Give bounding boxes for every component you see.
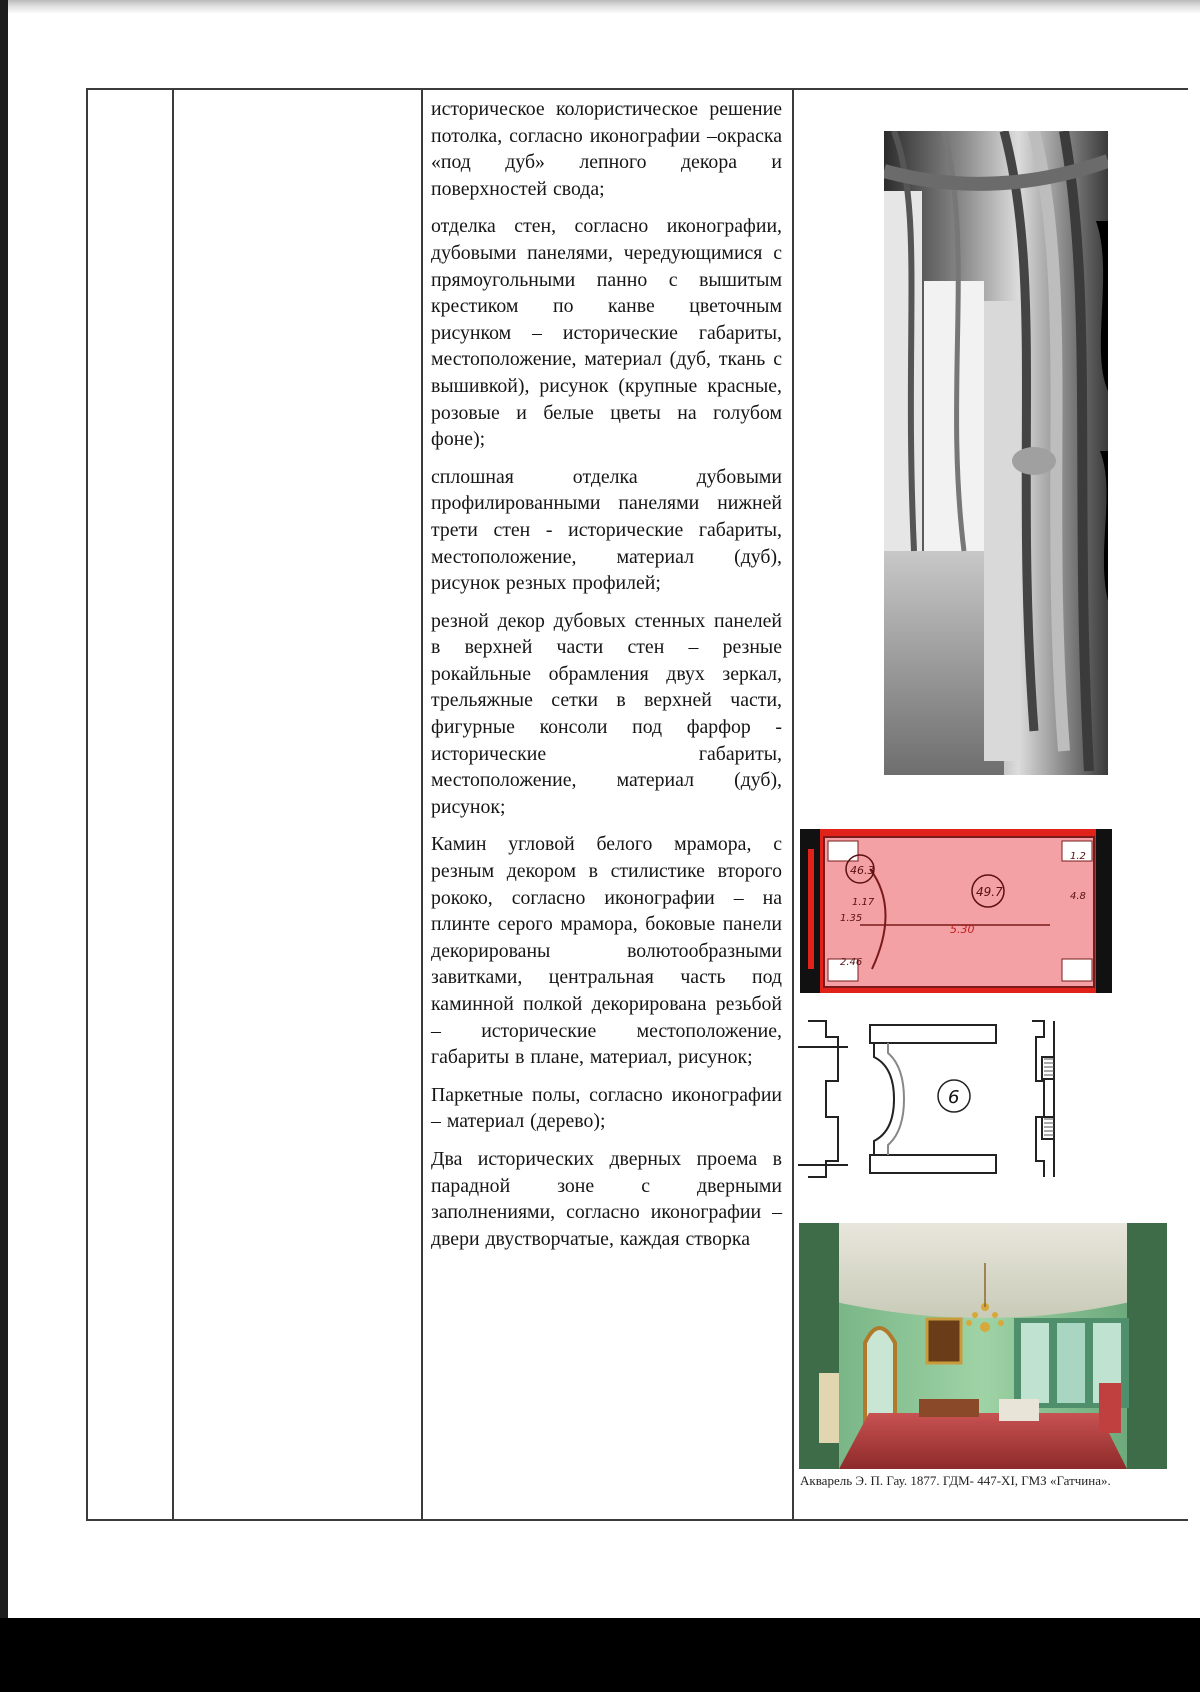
curtain-photo: [884, 131, 1108, 775]
description-cell: [431, 96, 782, 1263]
plan-dim-1: 1.17: [852, 897, 875, 908]
paragraph-doors: Два исторических дверных проема в парадной зоне с дверными заполнениями, согласно иконографии – двери двустворчатые, каждая створка: [431, 1147, 782, 1250]
table-top-border: [86, 88, 1188, 90]
paragraph-fireplace: Камин угловой белого мрамора, с резным декором в стилистике второго рококо, согласно иконографии – на плинте серого мрамора, боковые панели декорированы волютообразными завитками, центральная часть под каминной полкой декорирована резьбой – исторические местоположение, габариты в плане, материал, рисунок;: [431, 833, 782, 1069]
table-bottom-border: [86, 1519, 1188, 1521]
plan-room-number: 49.7: [976, 885, 1003, 899]
scan-left-edge: [0, 0, 8, 1692]
plan-dim-6: 1.2: [1070, 851, 1086, 862]
table-col-border-4: [792, 88, 794, 1520]
paragraph-walls: отделка стен, согласно иконографии, дубовыми панелями, чередующимися с прямоугольными панно с вышитым крестиком по канве цветочным рисунком – исторические габариты, местоположение, материал (дуб, ткань с вышивкой), рисунок (крупные красные, розовые и белые цветы на голубом фоне);: [431, 215, 782, 451]
plan-dim-2: 1.35: [840, 913, 863, 924]
watercolor-caption: Акварель Э. П. Гау. 1877. ГДМ- 447-XI, ГМЗ «Гатчина».: [800, 1473, 1111, 1488]
paragraph-parquet: Паркетные полы, согласно иконографии – материал (дерево);: [431, 1083, 782, 1133]
watercolor-interior: [799, 1223, 1167, 1469]
scan-top-shadow: [0, 0, 1200, 14]
table-col-border-3: [421, 88, 423, 1520]
plan-dim-3: 2.46: [840, 957, 863, 968]
plan-dim-5: 4.8: [1070, 891, 1086, 902]
paragraph-carved-decor: резной декор дубовых стенных панелей в верхней части стен – резные рокайльные обрамления двух зеркал, трельяжные сетки в верхней части, фигурные консоли под фарфор - исторические габариты, местоположение, материал (дуб), рисунок;: [431, 609, 782, 818]
line-plan-drawing: [798, 1017, 1074, 1179]
line-plan-room-number: 6: [948, 1087, 960, 1108]
paragraph-panels: сплошная отделка дубовыми профилированными панелями нижней трети стен - исторические габариты, местоположение, материал (дуб), рисунок резных профилей;: [431, 465, 782, 595]
red-plan-drawing: [800, 829, 1112, 993]
plan-left-mark: 46.3: [850, 864, 875, 877]
paragraph-ceiling: историческое колористическое решение потолка, согласно иконографии –окраска «под дуб» лепного декора и поверхностей свода;: [431, 98, 782, 200]
table-col-border-1: [86, 88, 88, 1520]
plan-dim-4: 5.30: [950, 923, 975, 936]
table-col-border-2: [172, 88, 174, 1520]
scan-bottom-band: [0, 1618, 1200, 1692]
